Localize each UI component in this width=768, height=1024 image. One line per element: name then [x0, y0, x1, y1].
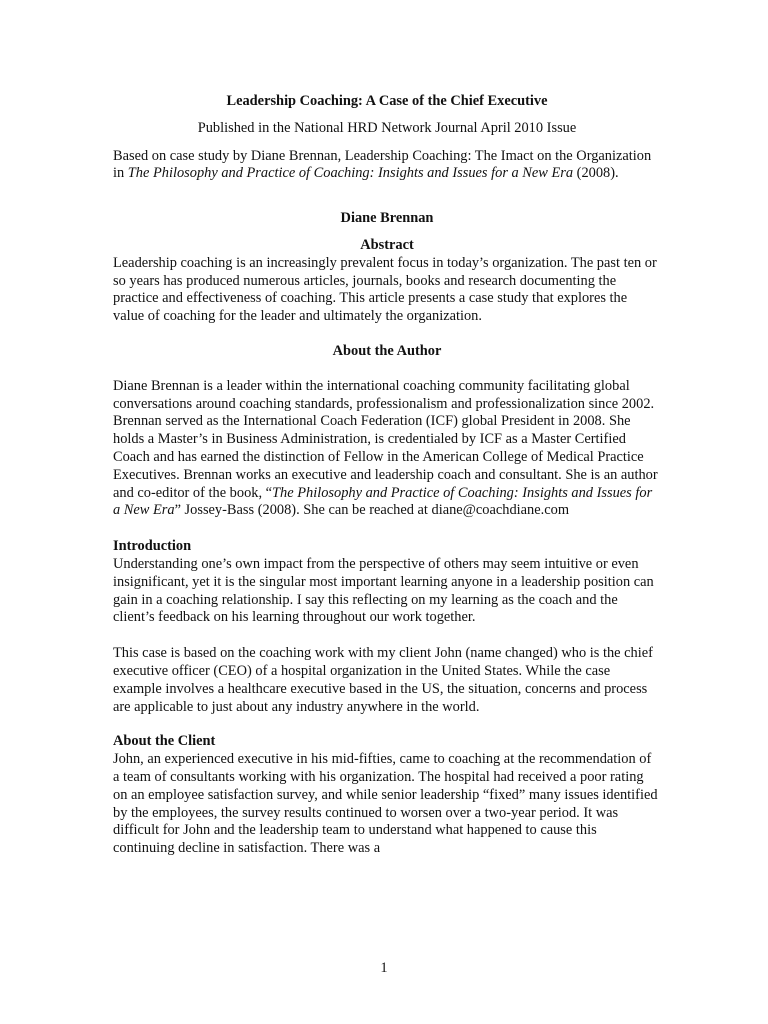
bio-book-title: The Philosophy and Practice of Coaching: Insights and Issues for a New Era — [113, 484, 653, 519]
about-client-heading: About the Client — [113, 733, 216, 750]
based-on-suffix: (2008). — [573, 165, 619, 182]
document-page — [113, 93, 661, 858]
based-on-paragraph — [113, 148, 661, 184]
based-on-book-title: The Philosophy and Practice of Coaching: Insights and Issues for a New Era — [127, 165, 574, 182]
bio-text-after: ” Jossey-Bass (2008). She can be reached at diane@coachdiane.com — [174, 502, 570, 519]
abstract-text: Leadership coaching is an increasingly prevalent focus in today’s organization. The past ten or so years has produced numerous articles, journals, books and research documenting the practice and effectiveness of coaching. This article presents a case study that explores the value of coaching for the leader and ultimately the organization. — [113, 254, 657, 325]
bio-text-before: Diane Brennan is a leader within the international coaching community facilitating global conversations around coaching standards, professionalism and professionalization since 2002. Brennan served as the International Coach Federation (ICF) global President in 2008. She holds a Master’s in Business Administration, is credentialed by ICF as a Master Certified Coach and has earned the distinction of Fellow in the American College of Medical Practice Executives. Brennan works an executive and leadership coach and consultant. She is an author and co-editor of the book, “ — [113, 377, 658, 501]
page-number: 1 — [380, 960, 388, 976]
introduction-paragraph-1: Understanding one’s own impact from the perspective of others may seem intuitive or even insignificant, yet it is the singular most important learning anyone in a leadership position can gain in a coaching relationship. I say this reflecting on my learning as the coach and the client’s feedback on his learning throughout our work together. — [113, 555, 654, 626]
document-title: Leadership Coaching: A Case of the Chief Executive — [226, 93, 548, 109]
introduction-paragraph-2: This case is based on the coaching work with my client John (name changed) who is the chief executive officer (CEO) of a hospital organization in the United States. While the case example involves a healthcare executive based in the US, the situation, concerns and process are applicable to just about any industry anywhere in the world. — [113, 645, 653, 715]
based-on-prefix: Based on case study by Diane Brennan, Leadership Coaching: The Imact on the Organization in — [113, 147, 652, 182]
about-client-text: John, an experienced executive in his mid-fifties, came to coaching at the recommendation of a team of consultants working with his organization. The hospital had received a poor rating on an employee satisfaction survey, and while senior leadership “fixed” many issues identified by the employees, the survey results continued to worsen over a two-year period. It was difficult for John and the leadership team to understand what happened to cause this continuing decline in satisfaction. There was a — [113, 751, 658, 857]
publication-line: Published in the National HRD Network Journal April 2010 Issue — [197, 119, 577, 136]
about-author-heading: About the Author — [332, 342, 442, 359]
abstract-heading: Abstract — [360, 236, 414, 253]
introduction-heading: Introduction — [113, 538, 192, 555]
about-author-text — [113, 378, 661, 520]
author-name: Diane Brennan — [340, 210, 434, 227]
